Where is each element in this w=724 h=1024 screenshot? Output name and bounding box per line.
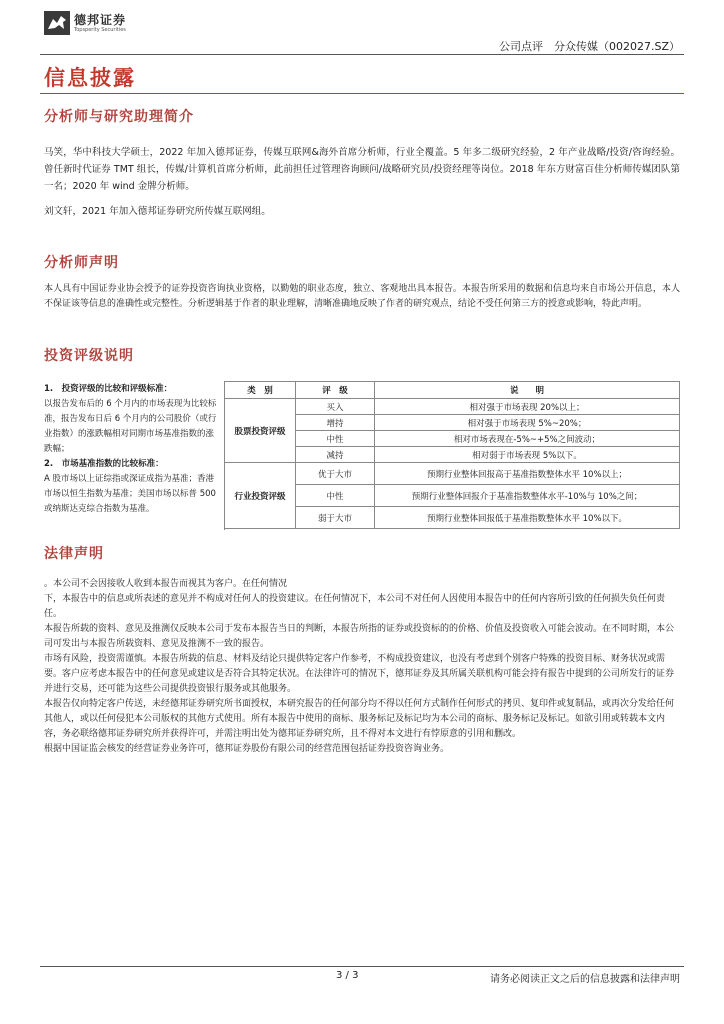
benchmark-heading: 2. 市场基准指数的比较标准： (44, 458, 164, 469)
col-explain-header: 说 明 (375, 382, 680, 399)
footer-disclaimer: 请务必阅读正文之后的信息披露和法律声明 (490, 974, 680, 985)
rating-criteria-heading: 1. 投资评级的比较和评级标准： (44, 383, 173, 394)
stock-rating-name: 减持 (296, 447, 375, 463)
legal-paragraph: 根据中国证监会核发的经营证券业务许可，德邦证券股份有限公司的经营范围包括证券投资咨询业务。 (44, 744, 450, 754)
stock-rating-explain: 相对强于市场表现 5%~20%； (375, 415, 680, 431)
legal-heading: 法律声明 (44, 546, 104, 562)
industry-rating-explain: 预期行业整体回报高于基准指数整体水平 10%以上； (375, 463, 680, 485)
bull-logo-icon (44, 11, 70, 35)
legal-paragraph: 本报告所载的资料、意见及推测仅反映本公司于发布本报告当日的判断，本报告所指的证券或投资标的的价格、价值及投资收入可能会波动。在不同时期，本公司可发出与本报告所载资料、意见及推测不一致的报告。 (44, 624, 675, 649)
industry-rating-explain: 预期行业整体回报低于基准指数整体水平 10%以下。 (375, 507, 680, 529)
legal-paragraph: 下，本报告中的信息或所表述的意见并不构成对任何人的投资建议。在任何情况下，本公司不对任何人因使用本报告中的任何内容所引致的任何损失负任何责任。 (44, 594, 666, 619)
analyst-intro-para-1: 马笑，华中科技大学硕士，2022 年加入德邦证券，传媒互联网&海外首席分析师，行业全覆盖。5 年多二级研究经验，2 年产业战略/投资/咨询经验。曾任新时代证券 TMT 组长，传媒/计算机首席分析师，此前担任过管理咨询顾问/战略研究员/投资经理等岗位。2018 年东方财富百佳分析师传媒团队第一名；2020 年 wind 金牌分析师。 (44, 147, 680, 192)
logo-name-cn: 德邦证券 (74, 12, 127, 27)
stock-rating-name: 增持 (296, 415, 375, 431)
legal-paragraph: 市场有风险，投资需谨慎。本报告所载的信息、材料及结论只提供特定客户作参考，不构成投资建议，也没有考虑到个别客户特殊的投资目标、财务状况或需要。客户应考虑本报告中的任何意见或建议是否符合其特定状况。在法律许可的情况下，德邦证券及其所属关联机构可能会持有报告中提到的公司所发行的证券并进行交易，还可能为这些公司提供投资银行服务或其他服务。 (44, 654, 675, 694)
logo-name-en: Topsperity Securities (74, 26, 126, 33)
analyst-statement-heading: 分析师声明 (44, 255, 119, 271)
col-rating-header: 评 级 (296, 382, 375, 399)
header-divider (40, 54, 684, 55)
stock-rating-explain: 相对弱于市场表现 5%以下。 (375, 447, 680, 463)
report-info: 公司点评 分众传媒（002027.SZ） (498, 40, 680, 53)
legal-paragraph: 。本公司不会因接收人收到本报告而视其为客户。在任何情况 (44, 579, 288, 589)
rating-heading: 投资评级说明 (44, 348, 134, 364)
benchmark-text: A 股市场以上证综指或深证成指为基准；香港市场以恒生指数为基准；美国市场以标普 500 或纳斯达克综合指数为基准。 (44, 473, 216, 514)
industry-rating-name: 中性 (296, 485, 375, 507)
industry-rating-name: 优于大市 (296, 463, 375, 485)
legal-text (44, 577, 680, 757)
stock-rating-name: 买入 (296, 399, 375, 415)
rating-table (44, 381, 680, 530)
company-logo (44, 10, 126, 36)
analyst-intro-para-2: 刘文轩，2021 年加入德邦证券研究所传媒互联网组。 (44, 206, 271, 217)
industry-rating-label: 行业投资评级 (225, 463, 296, 529)
industry-rating-explain: 预期行业整体回报介于基准指数整体水平-10%与 10%之间； (375, 485, 680, 507)
legal-paragraph: 本报告仅向特定客户传送，未经德邦证券研究所书面授权，本研究报告的任何部分均不得以任何方式制作任何形式的拷贝、复印件或复制品，或再次分发给任何其他人，或以任何侵犯本公司版权的其他方式使用。所有本报告中使用的商标、服务标记及标记均为本公司的商标、服务标记及标记。如欲引用或转载本文内容，务必联络德邦证券研究所并获得许可，并需注明出处为德邦证券研究所，且不得对本文进行有悖原意的引用和删改。 (44, 699, 675, 739)
analyst-intro-heading: 分析师与研究助理简介 (44, 109, 194, 125)
stock-rating-explain: 相对强于市场表现 20%以上； (375, 399, 680, 415)
analyst-statement-text: 本人具有中国证券业协会授予的证券投资咨询执业资格，以勤勉的职业态度，独立、客观地出具本报告。本报告所采用的数据和信息均来自市场公开信息，本人不保证该等信息的准确性或完整性。分析逻辑基于作者的职业理解，清晰准确地反映了作者的研究观点，结论不受任何第三方的授意或影响，特此声明。 (44, 284, 680, 309)
page-title: 信息披露 (44, 66, 136, 90)
page-number: 3 / 3 (336, 970, 359, 981)
footer-divider (40, 966, 684, 967)
stock-rating-name: 中性 (296, 431, 375, 447)
rating-criteria-text: 以报告发布后的 6 个月内的市场表现为比较标准，报告发布日后 6 个月内的公司股价（或行业指数）的涨跌幅相对同期市场基准指数的涨跌幅； (44, 398, 217, 454)
stock-rating-label: 股票投资评级 (225, 399, 296, 463)
stock-rating-explain: 相对市场表现在-5%~+5%之间波动； (375, 431, 680, 447)
rating-description-cell (44, 382, 225, 530)
industry-rating-name: 弱于大市 (296, 507, 375, 529)
col-category-header: 类 别 (225, 382, 296, 399)
title-divider (40, 93, 684, 94)
